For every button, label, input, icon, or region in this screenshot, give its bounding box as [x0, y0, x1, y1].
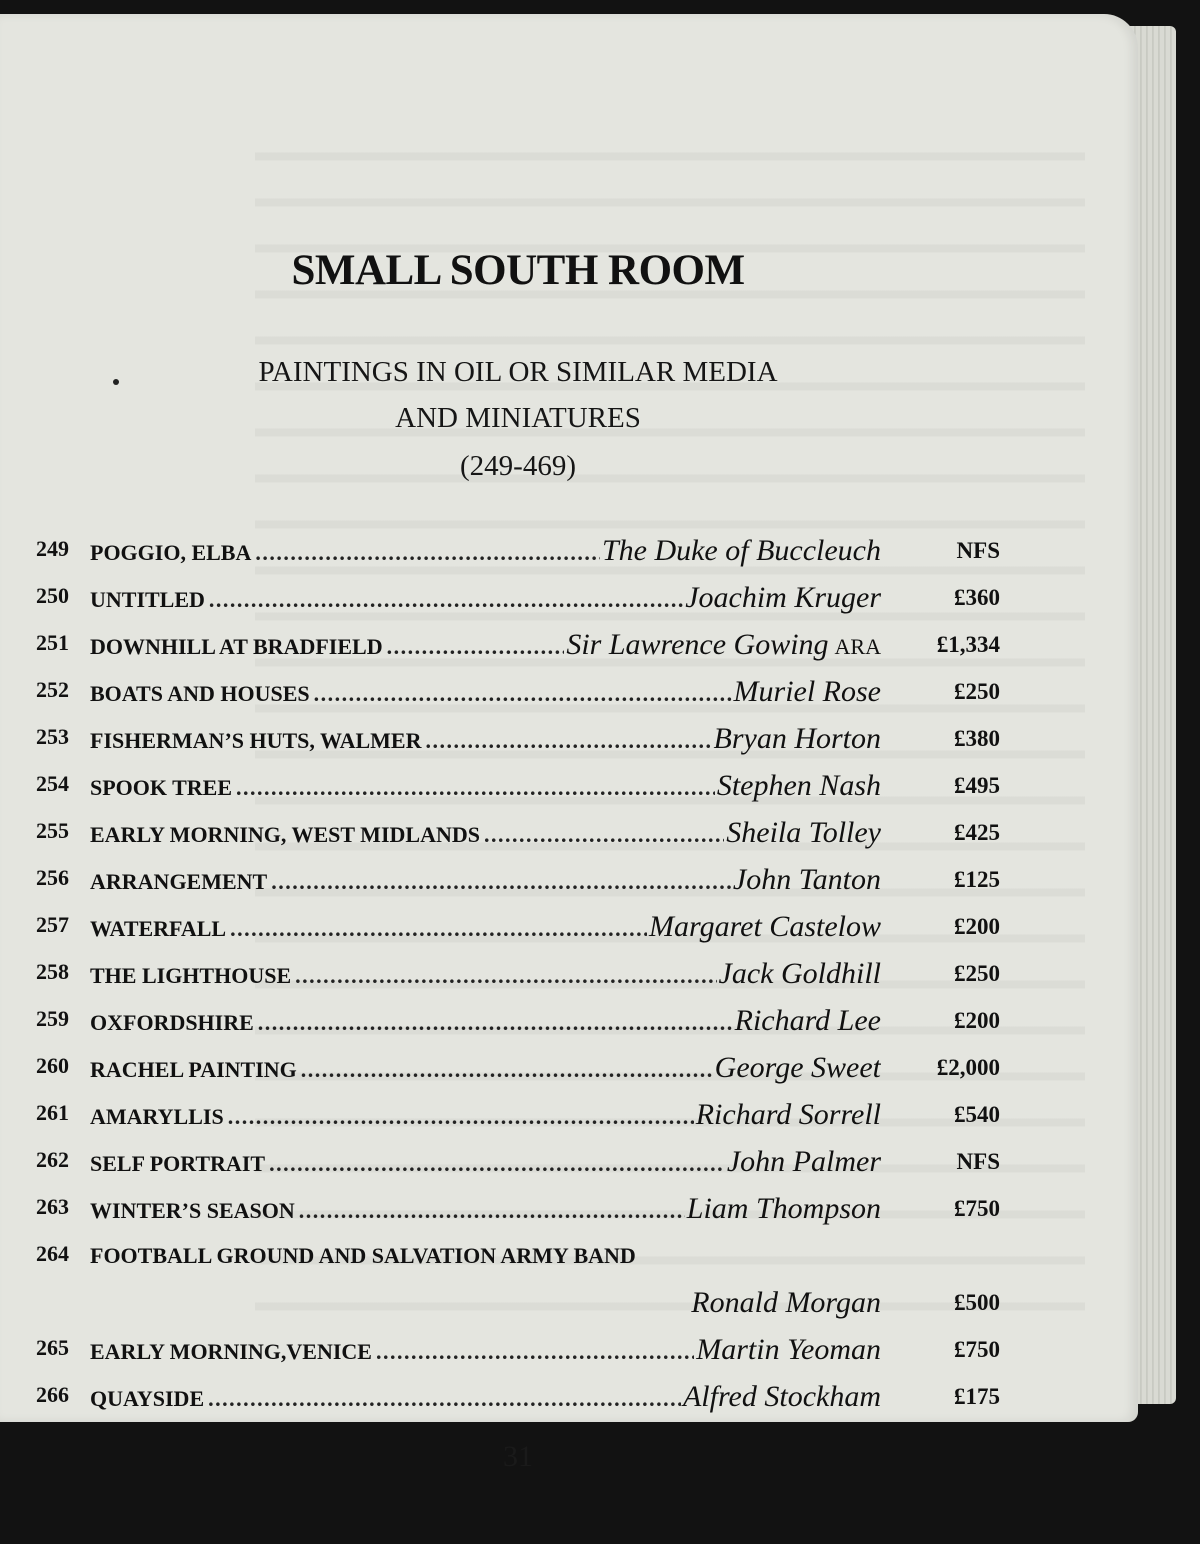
entry-title: WINTER’S SEASON: [90, 1198, 295, 1223]
entry-price: £250: [954, 961, 1000, 986]
dot-leader: [236, 775, 715, 803]
catalogue-entry: [36, 575, 1000, 615]
entry-artist: John Tanton: [732, 863, 881, 896]
artist-name: Sir Lawrence Gowing: [566, 628, 829, 661]
dot-leader: [269, 1151, 725, 1179]
entry-title: SELF PORTRAIT: [90, 1151, 266, 1176]
entry-number: 256: [36, 865, 69, 890]
catalogue-entry: [36, 622, 1000, 662]
entry-artist: Richard Lee: [734, 1004, 881, 1037]
entry-title: RACHEL PAINTING: [90, 1057, 297, 1082]
dot-leader: [387, 634, 565, 662]
catalogue-entry: [36, 951, 1000, 991]
entry-number: 262: [36, 1147, 69, 1172]
entry-price: £1,334: [936, 632, 1000, 657]
catalogue-entry: [36, 857, 1000, 897]
entry-artist: Sheila Tolley: [726, 816, 881, 849]
entry-number: 263: [36, 1194, 69, 1219]
entry-price: £750: [954, 1337, 1000, 1362]
entry-price: £2,000: [936, 1055, 1000, 1080]
entry-artist: Jack Goldhill: [718, 957, 881, 990]
entry-title: OXFORDSHIRE: [90, 1010, 254, 1035]
entry-artist: Stephen Nash: [716, 769, 881, 802]
entry-title: DOWNHILL AT BRADFIELD: [90, 634, 383, 659]
dot-leader: [208, 1386, 681, 1414]
dot-leader: [301, 1057, 713, 1085]
entry-artist: Ronald Morgan: [691, 1286, 881, 1319]
dot-leader: [299, 1198, 685, 1226]
catalogue-entry: [36, 1374, 1000, 1414]
catalogue-range: (249-469): [460, 450, 576, 482]
entry-title: ARRANGEMENT: [90, 869, 268, 894]
catalogue-entry: [36, 1045, 1000, 1085]
catalogue-entry: [36, 528, 1000, 568]
entry-price: NFS: [956, 1149, 1000, 1174]
entry-price: £360: [954, 585, 1000, 610]
entry-number: 251: [36, 630, 69, 655]
entry-price: £500: [954, 1290, 1000, 1315]
section-subtitle-line1: PAINTINGS IN OIL OR SIMILAR MEDIA: [258, 356, 778, 388]
entry-number: 249: [36, 536, 69, 561]
entry-artist: Martin Yeoman: [696, 1333, 881, 1366]
entry-artist: Liam Thompson: [686, 1192, 881, 1225]
dot-leader: [271, 869, 731, 897]
entry-price: £425: [954, 820, 1000, 845]
catalogue-entry: [36, 1327, 1000, 1367]
entry-number: 257: [36, 912, 69, 937]
entry-artist: [564, 628, 881, 662]
entry-number: 253: [36, 724, 69, 749]
entry-title: BOATS AND HOUSES: [90, 681, 310, 706]
entry-price: £250: [954, 679, 1000, 704]
entry-title: FOOTBALL GROUND AND SALVATION ARMY BAND: [90, 1243, 636, 1268]
entry-number: 260: [36, 1053, 69, 1078]
entry-artist: The Duke of Buccleuch: [601, 534, 881, 567]
dot-leader: [314, 681, 732, 709]
section-subtitle-line2: AND MINIATURES: [395, 402, 641, 434]
entry-price: £495: [954, 773, 1000, 798]
entry-price: £750: [954, 1196, 1000, 1221]
dot-leader: [295, 963, 716, 991]
entry-number: 264: [36, 1241, 69, 1266]
entry-number: 255: [36, 818, 69, 843]
catalogue-entry: [36, 1139, 1000, 1179]
catalogue-entry: [36, 1092, 1000, 1132]
entry-price: £200: [954, 914, 1000, 939]
entry-title: POGGIO, ELBA: [90, 540, 252, 565]
catalogue-entry: [36, 810, 1000, 850]
entry-title: AMARYLLIS: [90, 1104, 224, 1129]
artist-honour: ARA: [834, 634, 881, 659]
entry-price: £125: [954, 867, 1000, 892]
entry-artist: Joachim Kruger: [685, 581, 881, 614]
dot-leader: [230, 916, 647, 944]
entry-title: WATERFALL: [90, 916, 227, 941]
entry-number: 252: [36, 677, 69, 702]
entry-number: 254: [36, 771, 69, 796]
catalogue-entry-title-line: [36, 1233, 1000, 1273]
entry-artist: Bryan Horton: [713, 722, 881, 755]
entry-title: FISHERMAN’S HUTS, WALMER: [90, 728, 422, 753]
entry-artist: George Sweet: [714, 1051, 881, 1084]
catalogue-entry: [36, 716, 1000, 756]
entry-artist: Muriel Rose: [733, 675, 881, 708]
entry-title: THE LIGHTHOUSE: [90, 963, 292, 988]
entry-title: EARLY MORNING,VENICE: [90, 1339, 372, 1364]
entry-price: NFS: [956, 538, 1000, 563]
entry-number: 261: [36, 1100, 69, 1125]
dot-leader: [376, 1339, 694, 1367]
entry-number: 265: [36, 1335, 69, 1360]
page-number: 31: [503, 1440, 533, 1473]
entry-title: SPOOK TREE: [90, 775, 233, 800]
entry-number: 266: [36, 1382, 69, 1407]
entry-artist: Richard Sorrell: [695, 1098, 881, 1131]
entry-price: £200: [954, 1008, 1000, 1033]
entry-title: QUAYSIDE: [90, 1386, 205, 1411]
entry-price: £175: [954, 1384, 1000, 1409]
entry-artist: Alfred Stockham: [682, 1380, 881, 1413]
catalogue-entry: [36, 763, 1000, 803]
entry-title: UNTITLED: [90, 587, 205, 612]
catalogue-page: [0, 14, 1138, 1473]
entry-title: EARLY MORNING, WEST MIDLANDS: [90, 822, 480, 847]
catalogue-entry: [36, 669, 1000, 709]
dot-leader: [209, 587, 683, 615]
dot-leader: [258, 1010, 733, 1038]
entry-artist: John Palmer: [726, 1145, 881, 1178]
entry-price: £540: [954, 1102, 1000, 1127]
catalogue-entry: [36, 998, 1000, 1038]
entry-number: 250: [36, 583, 69, 608]
section-title: SMALL SOUTH ROOM: [291, 247, 745, 294]
catalogue-entry-artist-line: [36, 1280, 1000, 1320]
entry-number: 259: [36, 1006, 69, 1031]
dot-leader: [425, 728, 711, 756]
entry-artist: Margaret Castelow: [649, 910, 881, 943]
catalogue-entry: [36, 904, 1000, 944]
entry-number: 258: [36, 959, 69, 984]
dot-leader: [255, 540, 600, 568]
dot-leader: [228, 1104, 694, 1132]
entry-price: £380: [954, 726, 1000, 751]
dot-leader: [484, 822, 724, 850]
catalogue-entry: [36, 1186, 1000, 1226]
